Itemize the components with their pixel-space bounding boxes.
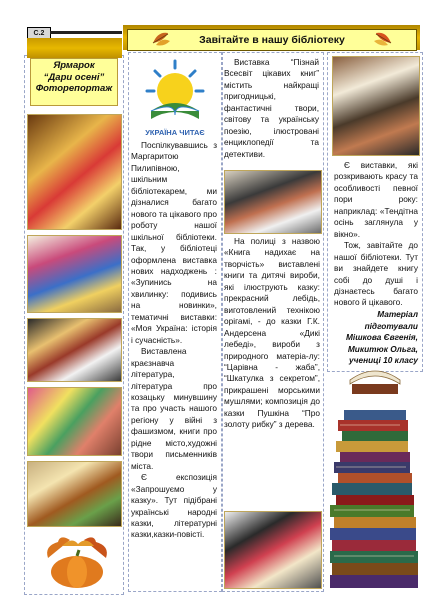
title-line: “Дари осені”: [43, 71, 105, 83]
page-title: Завітайте в нашу бібліотеку: [127, 29, 417, 51]
fair-photo: [27, 235, 122, 313]
column-2-text-a: [224, 57, 319, 177]
paragraph: Поспілкувавшись з Маргаритою Пилипівною, шкільним бібліотекарем, ми дізналися багато нового та цікавого про роботу нашої шкільної бібліотеки. Так, у бібліотеці оформлена виставка нових надходжень : «Зупинись на хвилинку: подивись на новинки», тематичні виставки: «Моя Україна: історія і сучасність».: [131, 140, 217, 345]
logo-caption: УКРАЇНА ЧИТАЄ: [145, 128, 205, 137]
photo-report-title: [30, 58, 118, 106]
library-photo: [224, 170, 322, 234]
fair-photo: [27, 318, 122, 382]
left-header-band: [27, 38, 122, 58]
paragraph: Є експозиція «Запрошуємо у казку». Тут підібрані українські народні казки, літературні казки,казки-повісті.: [131, 472, 217, 540]
article-credits: [334, 309, 418, 367]
page-label-rule: [50, 31, 122, 34]
credit-line: Мішкова Євгенія,: [345, 332, 418, 342]
paragraph: На полиці з назвою «Книга надихає на творчість» виставлені книги та дитячі вироби, які ілюструють казку: прекрасний лебідь, виготовлений технікою орігамі, - до казки Г.К. Андерсена «Дикі лебеді», вироби з природного матеріа-лу: “Царівна - жаба”, “Шкатулка з секретом”, прикрашені морськими мушлями; композиція до казки Пушкіна “Про золоту рибку” з дерева.: [224, 236, 320, 430]
paragraph: Виставка “Пізнай Всесвіт цікавих книг” містить найкращі пригодницькі, фантастичні твори, світову та українську поезію, ілюстровані енциклопедії та детективи.: [224, 57, 319, 159]
paragraph: Тож, завітайте до нашої бібліотеки. Тут ви знайдете книгу собі до душі і дізнаєтесь багато нового й цікавого.: [334, 240, 418, 308]
credit-line: Микитюк Ольга,: [347, 343, 418, 354]
book-stack-illustration: [330, 360, 420, 600]
fair-photo: [27, 461, 122, 527]
library-photo: [332, 56, 420, 156]
title-line: Ярмарок: [53, 60, 95, 71]
autumn-leaves-icon: [372, 27, 394, 49]
credit-line: підготували: [364, 320, 418, 331]
column-1-text: [131, 140, 217, 580]
column-2-text-b: [224, 236, 320, 508]
credit-line: Матеріал: [377, 309, 418, 319]
credit-line: учениці 10 класу: [349, 355, 418, 365]
paragraph: Є виставки, які розкривають красу та особливості певної пори року: наприклад: «Тендітна осінь заглянула у вікно».: [334, 160, 418, 239]
fair-photo: [27, 114, 122, 230]
library-photo: [224, 511, 322, 589]
page-number-label: С.2: [27, 27, 51, 40]
column-3-text: [334, 160, 418, 325]
pumpkin-illustration: [42, 528, 112, 590]
paragraph: Виставлена краєзнавча література, література про козацьку минувшину та про участь нашого регіону у війні з фашизмом, книги про рідне місто,художні твори письменників міста.: [131, 346, 217, 471]
autumn-leaves-icon: [150, 27, 172, 49]
fair-photo: [27, 387, 122, 456]
title-line: Фоторепортаж: [35, 83, 113, 94]
